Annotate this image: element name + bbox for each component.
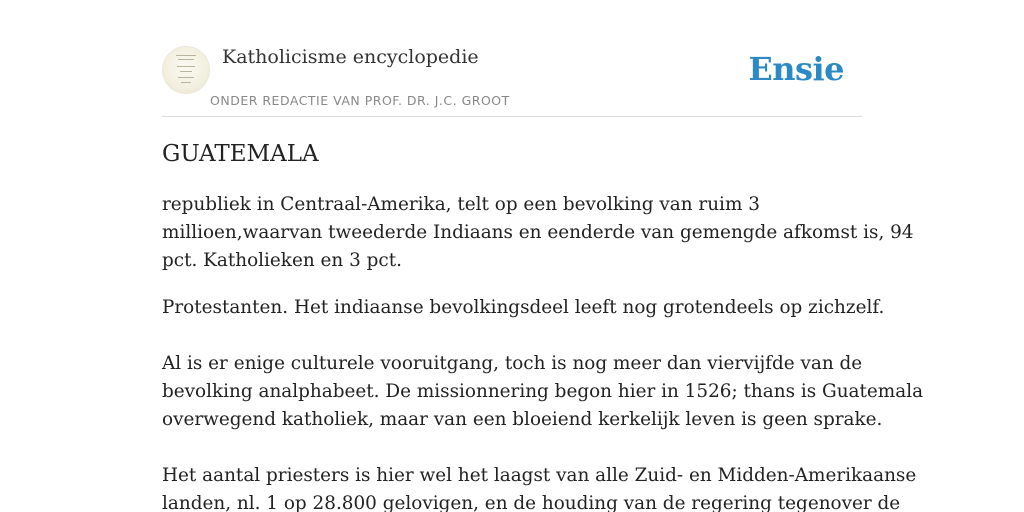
paragraph-line: landen, nl. 1 op 28.800 gelovigen, en de houding van de regering tegenover de <box>162 493 901 512</box>
paragraph-line: millioen,waarvan tweederde Indiaans en eenderde van gemengde afkomst is, 94 <box>162 222 914 243</box>
paragraph-line: bevolking analphabeet. De missionnering begon hier in 1526; thans is Guatemala <box>162 381 924 402</box>
article-title: GUATEMALA <box>162 141 319 167</box>
paragraph-line: Protestanten. Het indiaanse bevolkingsdeel leeft nog grotendeels op zichzelf. <box>162 297 885 318</box>
article-paragraph <box>162 294 885 322</box>
paragraph-line: Al is er enige culturele vooruitgang, toch is nog meer dan viervijfde van de <box>162 353 863 374</box>
editor-subtitle: ONDER REDACTIE VAN PROF. DR. J.C. GROOT <box>210 93 510 108</box>
paragraph-line: overwegend katholiek, maar van een bloeiend kerkelijk leven is geen sprake. <box>162 409 883 430</box>
book-title[interactable]: Katholicisme encyclopedie <box>222 46 479 68</box>
article-body <box>162 191 924 512</box>
site-header <box>162 40 862 117</box>
article-paragraph <box>162 191 914 275</box>
article-paragraph <box>162 350 924 434</box>
paragraph-line: republiek in Centraal-Amerika, telt op een bevolking van ruim 3 <box>162 194 760 215</box>
paragraph-line: Het aantal priesters is hier wel het laagst van alle Zuid- en Midden-Amerikaanse <box>162 465 917 486</box>
paragraph-line: pct. Katholieken en 3 pct. <box>162 250 402 271</box>
ensie-logo[interactable]: Ensie <box>748 50 844 88</box>
article-paragraph <box>162 462 917 512</box>
book-cover-icon[interactable] <box>162 46 210 94</box>
